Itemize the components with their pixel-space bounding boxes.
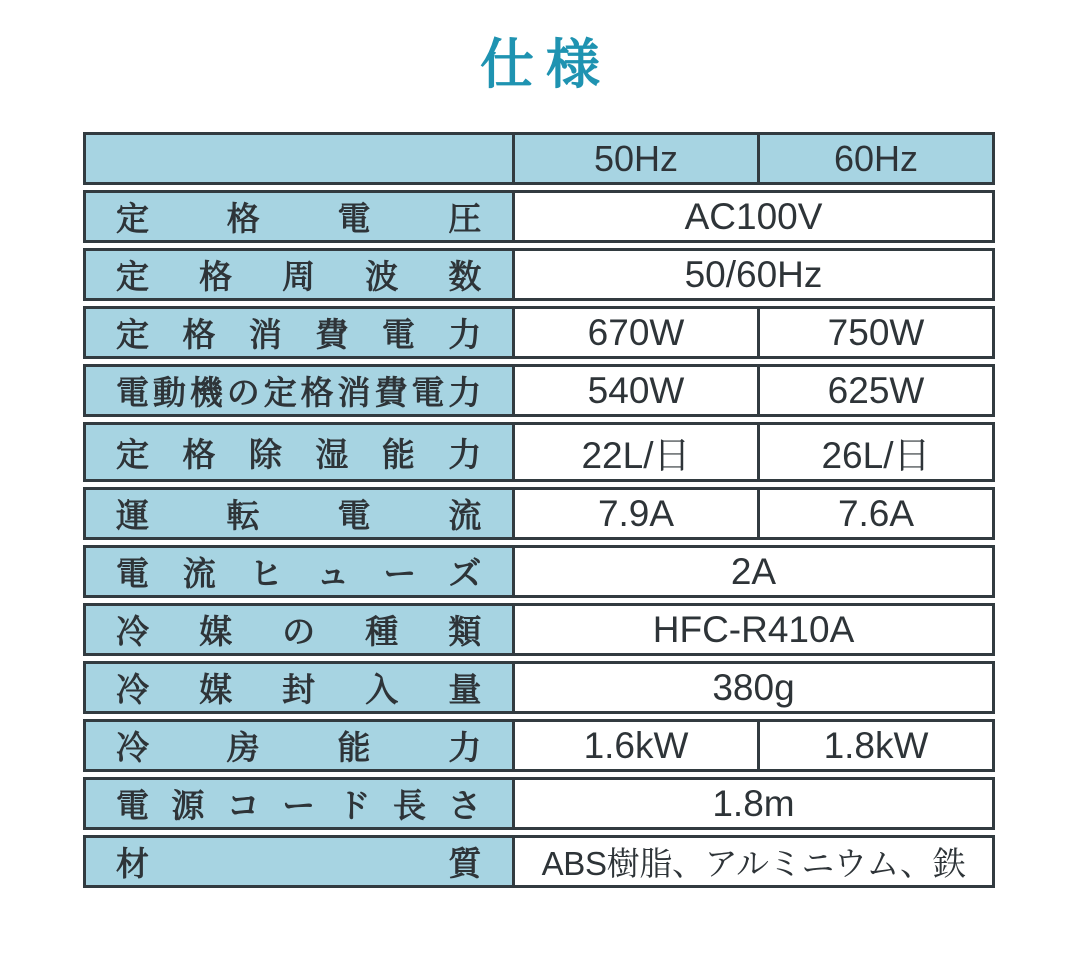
row-value: AC100V bbox=[515, 190, 995, 243]
row-value-60hz: 750W bbox=[760, 306, 995, 359]
row-value-50hz: 22L/日 bbox=[515, 422, 760, 482]
row-value-50hz: 670W bbox=[515, 306, 760, 359]
table-row-rated-frequency bbox=[83, 248, 995, 301]
table-row-dehumidify-capacity bbox=[83, 422, 995, 482]
row-value-50hz: 7.9A bbox=[515, 487, 760, 540]
table-row-refrigerant-type bbox=[83, 603, 995, 656]
row-label: 定格周波数 bbox=[116, 258, 482, 295]
row-label: 定格除湿能力 bbox=[116, 435, 482, 473]
row-value: ABS樹脂、アルミニウム、鉄 bbox=[515, 835, 995, 888]
table-row-operating-current bbox=[83, 487, 995, 540]
row-value-60hz: 1.8kW bbox=[760, 719, 995, 772]
table-row-rated-power bbox=[83, 306, 995, 359]
header-empty-cell bbox=[83, 132, 515, 185]
row-value-50hz: 1.6kW bbox=[515, 719, 760, 772]
table-header-row bbox=[83, 132, 995, 185]
row-label: 電流ヒューズ bbox=[116, 555, 482, 592]
table-row-motor-rated-power bbox=[83, 364, 995, 417]
table-row-refrigerant-amount bbox=[83, 661, 995, 714]
row-value-50hz: 540W bbox=[515, 364, 760, 417]
table-row-power-cord-length bbox=[83, 777, 995, 830]
row-label: 電動機の定格消費電力 bbox=[116, 374, 482, 411]
page-title: 仕様 bbox=[480, 35, 612, 95]
header-50hz: 50Hz bbox=[515, 132, 760, 185]
row-label: 冷媒封入量 bbox=[116, 671, 482, 708]
row-label: 冷房能力 bbox=[116, 729, 482, 766]
row-value: 50/60Hz bbox=[515, 248, 995, 301]
row-label: 電源コード長さ bbox=[116, 787, 482, 824]
table-row-rated-voltage bbox=[83, 190, 995, 243]
row-value-60hz: 7.6A bbox=[760, 487, 995, 540]
row-label: 材質 bbox=[116, 845, 482, 882]
row-label: 定格消費電力 bbox=[116, 316, 482, 353]
row-label: 冷媒の種類 bbox=[116, 613, 482, 650]
spec-table bbox=[83, 127, 995, 893]
table-row-material bbox=[83, 835, 995, 888]
row-value: 2A bbox=[515, 545, 995, 598]
row-value: 380g bbox=[515, 661, 995, 714]
row-label: 定格電圧 bbox=[116, 200, 482, 237]
row-value-60hz: 625W bbox=[760, 364, 995, 417]
table-row-current-fuse bbox=[83, 545, 995, 598]
row-label: 運転電流 bbox=[116, 497, 482, 534]
row-value-60hz: 26L/日 bbox=[760, 422, 995, 482]
row-value: 1.8m bbox=[515, 777, 995, 830]
row-value: HFC-R410A bbox=[515, 603, 995, 656]
header-60hz: 60Hz bbox=[760, 132, 995, 185]
table-row-cooling-capacity bbox=[83, 719, 995, 772]
